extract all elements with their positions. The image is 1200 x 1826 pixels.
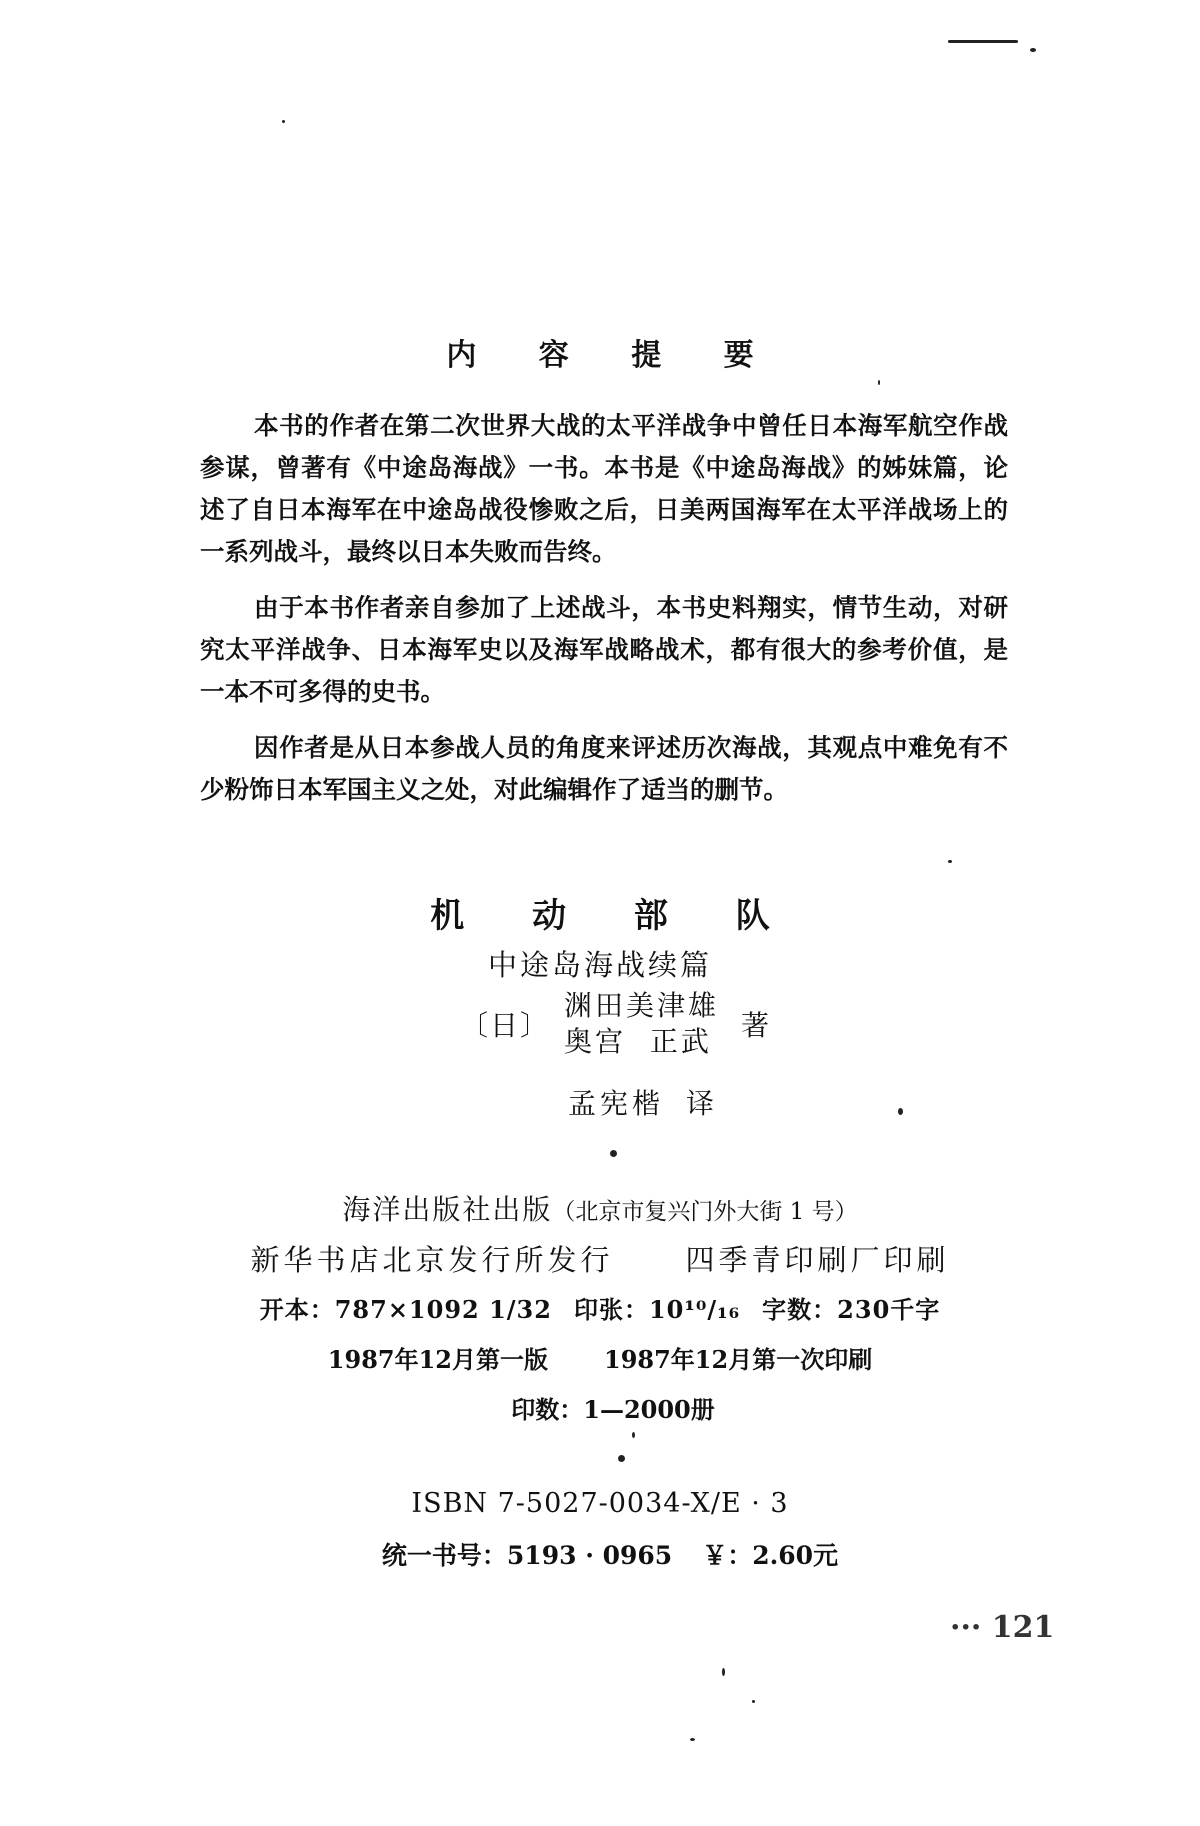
publisher-address: （北京市复兴门外大街 1 号） bbox=[552, 1199, 858, 1225]
printer: 四季青印刷厂印刷 bbox=[685, 1243, 950, 1277]
distributor: 新华书店北京发行所发行 bbox=[250, 1243, 614, 1277]
scan-speck bbox=[752, 1700, 755, 1703]
scan-speck bbox=[948, 860, 952, 863]
scan-speck bbox=[690, 1738, 695, 1741]
author-names bbox=[564, 988, 719, 1060]
scan-speck bbox=[878, 380, 880, 385]
first-printing: 1987年12月第一次印刷 bbox=[604, 1345, 873, 1374]
unified-number-line bbox=[0, 1536, 1200, 1572]
publisher: 海洋出版社出版 bbox=[342, 1193, 553, 1226]
scan-speck bbox=[610, 1150, 617, 1157]
edition-line bbox=[0, 1340, 1200, 1375]
author-country: 〔日〕 bbox=[460, 1009, 551, 1042]
word-count: 字数：230千字 bbox=[762, 1295, 941, 1324]
summary-body bbox=[200, 405, 1008, 825]
author-name: 奥宫 正武 bbox=[564, 1025, 712, 1058]
scan-speck bbox=[898, 1108, 903, 1115]
scan-speck bbox=[722, 1668, 725, 1676]
unified-number: 统一书号：5193 · 0965 bbox=[381, 1541, 673, 1570]
sheets: 印张：10¹⁰/₁₆ bbox=[573, 1295, 741, 1324]
price: ￥：2.60元 bbox=[702, 1541, 839, 1570]
page-mark: ··· 121 bbox=[950, 1610, 1055, 1645]
translator-line bbox=[568, 1082, 718, 1122]
author-name: 渊田美津雄 bbox=[564, 989, 720, 1022]
print-run: 印数：1—2000册 bbox=[511, 1395, 715, 1424]
scan-speck bbox=[282, 120, 285, 123]
first-edition: 1987年12月第一版 bbox=[327, 1345, 548, 1374]
summary-heading: 内 容 提 要 bbox=[446, 338, 780, 373]
book-title: 机 动 部 队 bbox=[430, 896, 798, 936]
summary-paragraph: 因作者是从日本参战人员的角度来评述历次海战，其观点中难免有不少粉饰日本军国主义之处，对此编辑作了适当的删节。 bbox=[200, 733, 1008, 804]
author-block bbox=[460, 988, 769, 1060]
format: 开本：787×1092 1/32 bbox=[259, 1295, 552, 1324]
summary-paragraph: 由于本书作者亲自参加了上述战斗，本书史料翔实，情节生动，对研究太平洋战争、日本海军史以及海军战略战术，都有很大的参考价值，是一本不可多得的史书。 bbox=[200, 593, 1008, 706]
scan-speck bbox=[1030, 48, 1036, 52]
author-role: 著 bbox=[741, 1009, 770, 1042]
scan-speck bbox=[618, 1455, 625, 1462]
translator-name: 孟宪楷 bbox=[568, 1087, 665, 1120]
scan-speck bbox=[632, 1432, 635, 1438]
book-subtitle: 中途岛海战续篇 bbox=[487, 948, 712, 982]
publisher-line bbox=[0, 1188, 1200, 1228]
translator-role: 译 bbox=[686, 1087, 719, 1120]
specs-line bbox=[0, 1290, 1200, 1325]
isbn: ISBN 7-5027-0034-X/E · 3 bbox=[411, 1488, 789, 1519]
scan-speck bbox=[948, 40, 1018, 43]
distribution-line bbox=[0, 1238, 1200, 1279]
summary-paragraph: 本书的作者在第二次世界大战的太平洋战争中曾任日本海军航空作战参谋，曾著有《中途岛海战》一书。本书是《中途岛海战》的姊妹篇，论述了自日本海军在中途岛战役惨败之后，日美两国海军在太平洋战场上的一系列战斗，最终以日本失败而告终。 bbox=[200, 411, 1008, 566]
